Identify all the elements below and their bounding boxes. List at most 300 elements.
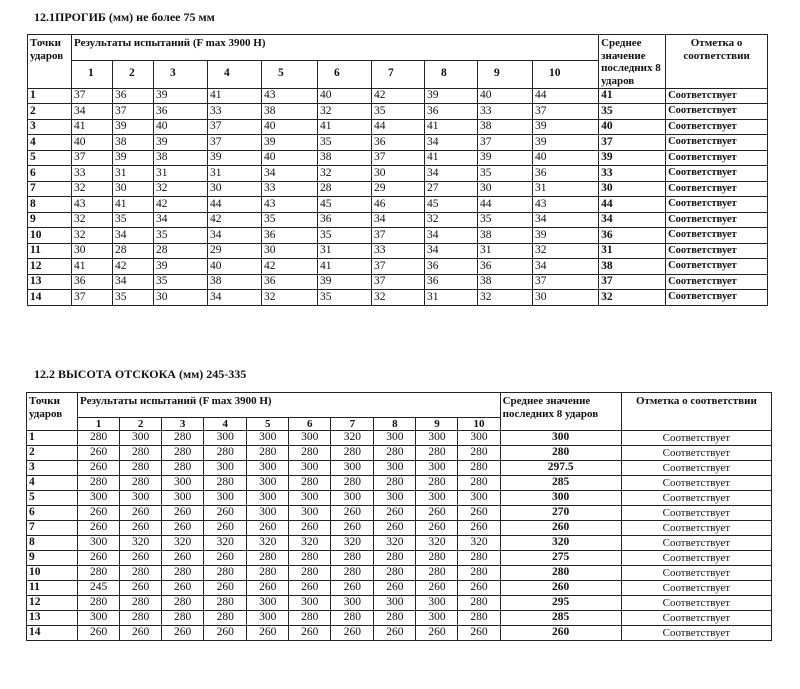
table-row (28, 150, 768, 166)
column-number: 2 (113, 60, 154, 88)
result-cell: 38 (154, 150, 208, 166)
table-row (28, 166, 768, 182)
average-header: Среднее значение последних 8 ударов (500, 393, 621, 431)
result-cell: 42 (208, 212, 262, 228)
result-cell: 280 (458, 476, 500, 491)
result-cell: 35 (154, 228, 208, 244)
result-cell: 300 (289, 596, 331, 611)
column-number: 6 (289, 418, 331, 431)
result-cell: 280 (204, 566, 247, 581)
status-cell: Соответствует (621, 461, 771, 476)
result-cell: 35 (318, 228, 372, 244)
result-cell: 300 (416, 491, 458, 506)
average-cell: 280 (500, 566, 621, 581)
column-number: 6 (318, 60, 372, 88)
result-cell: 36 (425, 274, 478, 290)
result-cell: 33 (372, 243, 425, 259)
result-cell: 300 (78, 536, 120, 551)
result-cell: 37 (72, 88, 113, 104)
result-cell: 46 (372, 197, 425, 213)
result-cell: 34 (372, 212, 425, 228)
result-cell: 260 (204, 626, 247, 641)
result-cell: 280 (374, 551, 416, 566)
status-cell: Соответствует (666, 104, 768, 120)
result-cell: 300 (374, 461, 416, 476)
result-cell: 36 (425, 259, 478, 275)
result-cell: 280 (416, 566, 458, 581)
table-row (28, 212, 768, 228)
result-cell: 300 (289, 461, 331, 476)
result-cell: 300 (247, 431, 289, 446)
result-cell: 35 (372, 104, 425, 120)
result-cell: 300 (331, 461, 374, 476)
points-header: Точки ударов (28, 35, 72, 89)
result-cell: 260 (416, 581, 458, 596)
result-cell: 280 (162, 461, 204, 476)
result-cell: 35 (318, 135, 372, 151)
average-cell: 41 (599, 88, 666, 104)
result-cell: 32 (262, 290, 318, 306)
result-cell: 260 (78, 521, 120, 536)
result-cell: 32 (478, 290, 533, 306)
result-cell: 260 (204, 521, 247, 536)
result-cell: 37 (208, 135, 262, 151)
result-cell: 43 (533, 197, 599, 213)
result-cell: 39 (533, 135, 599, 151)
average-cell: 275 (500, 551, 621, 566)
result-cell: 280 (374, 476, 416, 491)
result-cell: 300 (247, 596, 289, 611)
result-cell: 37 (72, 290, 113, 306)
column-number: 8 (374, 418, 416, 431)
table-row (27, 626, 772, 641)
result-cell: 39 (533, 228, 599, 244)
table-row (27, 491, 772, 506)
result-cell: 260 (204, 551, 247, 566)
average-cell: 260 (500, 626, 621, 641)
result-cell: 320 (247, 536, 289, 551)
column-number: 8 (425, 60, 478, 88)
status-cell: Соответствует (621, 536, 771, 551)
result-cell: 41 (208, 88, 262, 104)
result-cell: 280 (458, 461, 500, 476)
result-cell: 38 (318, 150, 372, 166)
result-cell: 34 (425, 166, 478, 182)
column-number: 7 (372, 60, 425, 88)
point-number: 13 (28, 274, 72, 290)
result-cell: 42 (154, 197, 208, 213)
average-cell: 34 (599, 212, 666, 228)
result-cell: 38 (478, 228, 533, 244)
result-cell: 300 (78, 491, 120, 506)
result-cell: 34 (113, 228, 154, 244)
mark-header: Отметка о соответствии (666, 35, 768, 89)
result-cell: 280 (247, 446, 289, 461)
result-cell: 39 (533, 119, 599, 135)
column-number: 5 (262, 60, 318, 88)
result-cell: 280 (458, 446, 500, 461)
result-cell: 36 (372, 135, 425, 151)
result-cell: 300 (247, 506, 289, 521)
result-cell: 37 (113, 104, 154, 120)
result-cell: 34 (425, 243, 478, 259)
average-cell: 35 (599, 104, 666, 120)
point-number: 5 (27, 491, 78, 506)
result-cell: 40 (478, 88, 533, 104)
result-cell: 280 (162, 431, 204, 446)
result-cell: 44 (372, 119, 425, 135)
result-cell: 31 (478, 243, 533, 259)
result-cell: 35 (113, 212, 154, 228)
result-cell: 34 (154, 212, 208, 228)
result-cell: 300 (120, 431, 162, 446)
result-cell: 280 (162, 596, 204, 611)
result-cell: 260 (78, 551, 120, 566)
table-row (27, 536, 772, 551)
column-number: 7 (331, 418, 374, 431)
result-cell: 42 (262, 259, 318, 275)
status-cell: Соответствует (666, 135, 768, 151)
result-cell: 280 (78, 431, 120, 446)
result-cell: 41 (113, 197, 154, 213)
result-cell: 29 (372, 181, 425, 197)
result-cell: 41 (425, 150, 478, 166)
result-cell: 33 (72, 166, 113, 182)
result-cell: 320 (374, 536, 416, 551)
result-cell: 36 (478, 259, 533, 275)
point-number: 5 (28, 150, 72, 166)
result-cell: 34 (533, 212, 599, 228)
point-number: 11 (28, 243, 72, 259)
result-cell: 43 (262, 88, 318, 104)
result-cell: 260 (289, 521, 331, 536)
result-cell: 32 (425, 212, 478, 228)
result-cell: 40 (154, 119, 208, 135)
result-cell: 260 (204, 506, 247, 521)
result-cell: 280 (458, 596, 500, 611)
average-cell: 39 (599, 150, 666, 166)
point-number: 9 (28, 212, 72, 228)
point-number: 2 (28, 104, 72, 120)
table-row (27, 611, 772, 626)
point-number: 12 (27, 596, 78, 611)
result-cell: 260 (162, 581, 204, 596)
result-cell: 280 (416, 476, 458, 491)
average-cell: 270 (500, 506, 621, 521)
status-cell: Соответствует (621, 506, 771, 521)
status-cell: Соответствует (666, 88, 768, 104)
points-header: Точки ударов (27, 393, 78, 431)
column-number: 3 (162, 418, 204, 431)
result-cell: 30 (533, 290, 599, 306)
result-cell: 34 (208, 228, 262, 244)
result-cell: 320 (331, 431, 374, 446)
result-cell: 32 (72, 181, 113, 197)
table-row (27, 506, 772, 521)
result-cell: 39 (425, 88, 478, 104)
result-cell: 40 (208, 259, 262, 275)
result-cell: 300 (374, 491, 416, 506)
status-cell: Соответствует (621, 566, 771, 581)
result-cell: 35 (113, 290, 154, 306)
point-number: 3 (28, 119, 72, 135)
result-cell: 300 (416, 431, 458, 446)
result-cell: 42 (113, 259, 154, 275)
result-cell: 32 (154, 181, 208, 197)
result-cell: 300 (374, 431, 416, 446)
column-number: 10 (458, 418, 500, 431)
result-cell: 39 (262, 135, 318, 151)
result-cell: 320 (162, 536, 204, 551)
result-cell: 280 (374, 566, 416, 581)
result-cell: 34 (533, 259, 599, 275)
result-cell: 300 (331, 491, 374, 506)
result-cell: 35 (154, 274, 208, 290)
result-cell: 280 (331, 611, 374, 626)
table-row (28, 274, 768, 290)
result-cell: 40 (533, 150, 599, 166)
average-cell: 320 (500, 536, 621, 551)
point-number: 10 (27, 566, 78, 581)
result-cell: 260 (120, 521, 162, 536)
result-cell: 280 (289, 446, 331, 461)
result-cell: 280 (289, 476, 331, 491)
point-number: 7 (27, 521, 78, 536)
column-number: 4 (204, 418, 247, 431)
average-cell: 40 (599, 119, 666, 135)
result-cell: 39 (208, 150, 262, 166)
result-cell: 300 (374, 596, 416, 611)
result-cell: 38 (262, 104, 318, 120)
result-cell: 280 (120, 446, 162, 461)
result-cell: 36 (154, 104, 208, 120)
result-cell: 300 (289, 431, 331, 446)
point-number: 3 (27, 461, 78, 476)
point-number: 1 (28, 88, 72, 104)
result-cell: 280 (120, 476, 162, 491)
result-cell: 280 (416, 446, 458, 461)
result-cell: 30 (208, 181, 262, 197)
point-number: 11 (27, 581, 78, 596)
result-cell: 300 (289, 491, 331, 506)
average-cell: 285 (500, 476, 621, 491)
result-cell: 260 (289, 626, 331, 641)
average-cell: 44 (599, 197, 666, 213)
result-cell: 45 (318, 197, 372, 213)
result-cell: 280 (78, 566, 120, 581)
result-cell: 260 (458, 626, 500, 641)
column-number: 9 (416, 418, 458, 431)
table-row (28, 197, 768, 213)
status-cell: Соответствует (621, 611, 771, 626)
result-cell: 43 (262, 197, 318, 213)
result-cell: 260 (162, 521, 204, 536)
status-cell: Соответствует (666, 243, 768, 259)
point-number: 6 (28, 166, 72, 182)
result-cell: 34 (425, 228, 478, 244)
result-cell: 260 (247, 626, 289, 641)
point-number: 12 (28, 259, 72, 275)
column-number: 9 (478, 60, 533, 88)
result-cell: 280 (247, 551, 289, 566)
result-cell: 320 (331, 536, 374, 551)
result-cell: 280 (204, 446, 247, 461)
result-cell: 260 (120, 551, 162, 566)
result-cell: 260 (247, 581, 289, 596)
result-cell: 28 (113, 243, 154, 259)
table-row (28, 181, 768, 197)
result-cell: 280 (120, 566, 162, 581)
point-number: 4 (27, 476, 78, 491)
average-cell: 295 (500, 596, 621, 611)
result-cell: 300 (458, 491, 500, 506)
result-cell: 40 (262, 150, 318, 166)
results-header: Результаты испытаний (F max 3900 Н) (78, 393, 501, 418)
result-cell: 37 (208, 119, 262, 135)
result-cell: 41 (72, 119, 113, 135)
result-cell: 35 (318, 290, 372, 306)
result-cell: 300 (162, 491, 204, 506)
result-cell: 41 (72, 259, 113, 275)
result-cell: 280 (374, 611, 416, 626)
result-cell: 300 (416, 611, 458, 626)
result-cell: 260 (331, 626, 374, 641)
result-cell: 39 (154, 135, 208, 151)
point-number: 13 (27, 611, 78, 626)
column-number: 10 (533, 60, 599, 88)
result-cell: 45 (425, 197, 478, 213)
point-number: 1 (27, 431, 78, 446)
result-cell: 31 (208, 166, 262, 182)
result-cell: 30 (113, 181, 154, 197)
table-row (28, 290, 768, 306)
result-cell: 34 (262, 166, 318, 182)
result-cell: 260 (120, 506, 162, 521)
result-cell: 280 (247, 566, 289, 581)
section-2-title: 12.2 ВЫСОТА ОТСКОКА (мм) 245-335 (34, 367, 247, 381)
result-cell: 300 (204, 431, 247, 446)
table-row (27, 566, 772, 581)
column-number: 1 (78, 418, 120, 431)
result-cell: 300 (289, 506, 331, 521)
average-cell: 280 (500, 446, 621, 461)
result-cell: 300 (162, 476, 204, 491)
average-header: Среднее значение последних 8 ударов (599, 35, 666, 89)
result-cell: 40 (72, 135, 113, 151)
result-cell: 280 (120, 596, 162, 611)
column-number: 3 (154, 60, 208, 88)
status-cell: Соответствует (621, 446, 771, 461)
result-cell: 260 (78, 506, 120, 521)
result-cell: 260 (204, 581, 247, 596)
result-cell: 30 (262, 243, 318, 259)
result-cell: 37 (72, 150, 113, 166)
result-cell: 260 (416, 506, 458, 521)
result-cell: 28 (318, 181, 372, 197)
average-cell: 36 (599, 228, 666, 244)
result-cell: 260 (416, 626, 458, 641)
status-cell: Соответствует (666, 228, 768, 244)
result-cell: 260 (162, 626, 204, 641)
result-cell: 280 (289, 611, 331, 626)
result-cell: 31 (154, 166, 208, 182)
result-cell: 39 (318, 274, 372, 290)
result-cell: 300 (247, 491, 289, 506)
result-cell: 41 (318, 119, 372, 135)
result-cell: 37 (372, 150, 425, 166)
point-number: 14 (28, 290, 72, 306)
rebound-height-table (26, 392, 772, 641)
result-cell: 280 (458, 566, 500, 581)
column-number: 5 (247, 418, 289, 431)
result-cell: 39 (113, 150, 154, 166)
average-cell: 31 (599, 243, 666, 259)
result-cell: 300 (458, 431, 500, 446)
result-cell: 44 (478, 197, 533, 213)
result-cell: 280 (458, 611, 500, 626)
result-cell: 320 (289, 536, 331, 551)
result-cell: 40 (318, 88, 372, 104)
result-cell: 33 (262, 181, 318, 197)
result-cell: 280 (204, 476, 247, 491)
point-number: 8 (27, 536, 78, 551)
result-cell: 37 (372, 274, 425, 290)
result-cell: 260 (162, 551, 204, 566)
result-cell: 27 (425, 181, 478, 197)
result-cell: 30 (372, 166, 425, 182)
status-cell: Соответствует (621, 521, 771, 536)
result-cell: 31 (318, 243, 372, 259)
result-cell: 300 (247, 611, 289, 626)
result-cell: 260 (416, 521, 458, 536)
result-cell: 260 (289, 581, 331, 596)
average-cell: 300 (500, 431, 621, 446)
status-cell: Соответствует (666, 150, 768, 166)
result-cell: 33 (478, 104, 533, 120)
status-cell: Соответствует (621, 581, 771, 596)
result-cell: 280 (204, 596, 247, 611)
result-cell: 260 (458, 506, 500, 521)
result-cell: 280 (162, 611, 204, 626)
result-cell: 42 (372, 88, 425, 104)
status-cell: Соответствует (666, 274, 768, 290)
average-cell: 33 (599, 166, 666, 182)
table-row (27, 596, 772, 611)
result-cell: 28 (154, 243, 208, 259)
table-row (28, 104, 768, 120)
result-cell: 245 (78, 581, 120, 596)
table-row (27, 476, 772, 491)
result-cell: 260 (374, 626, 416, 641)
result-cell: 44 (533, 88, 599, 104)
result-cell: 29 (208, 243, 262, 259)
results-header: Результаты испытаний (F max 3900 Н) (72, 35, 599, 61)
result-cell: 40 (262, 119, 318, 135)
result-cell: 300 (78, 611, 120, 626)
result-cell: 30 (478, 181, 533, 197)
status-cell: Соответствует (621, 491, 771, 506)
result-cell: 320 (204, 536, 247, 551)
status-cell: Соответствует (621, 596, 771, 611)
result-cell: 34 (72, 104, 113, 120)
result-cell: 280 (78, 596, 120, 611)
table-row (28, 119, 768, 135)
section-1-title: 12.1ПРОГИБ (мм) не более 75 мм (34, 10, 215, 24)
point-number: 6 (27, 506, 78, 521)
average-cell: 37 (599, 135, 666, 151)
average-cell: 297.5 (500, 461, 621, 476)
status-cell: Соответствует (666, 181, 768, 197)
